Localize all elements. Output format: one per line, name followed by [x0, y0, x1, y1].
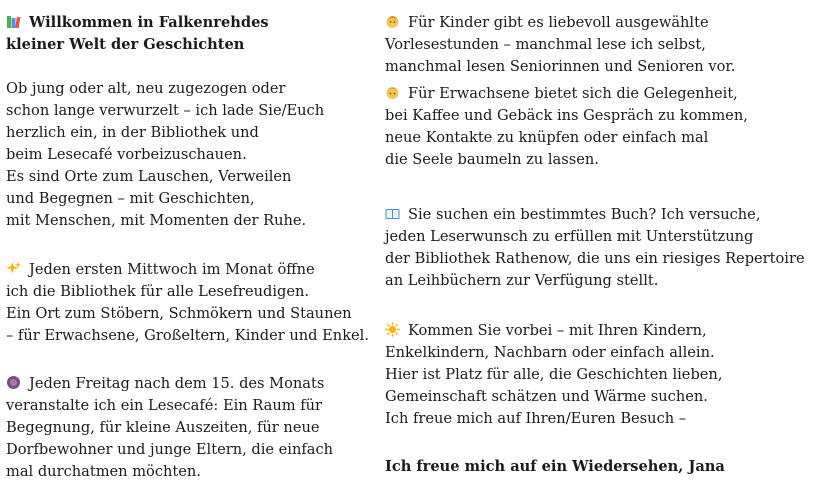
books-line: an Leihbüchern zur Verfügung stellt.	[385, 272, 659, 289]
books-icon	[6, 14, 21, 29]
friday-line: mal durchatmen möchten.	[6, 463, 201, 480]
friday-line: veranstalte ich ein Lesecafé: Ein Raum für	[6, 397, 322, 414]
intro-line: herzlich ein, in der Bibliothek und	[6, 124, 259, 141]
adults-line: bei Kaffee und Gebäck ins Gespräch zu kommen,	[385, 107, 748, 124]
intro-line: schon lange verwurzelt – ich lade Sie/Euch	[6, 102, 325, 119]
intro-line: Es sind Orte zum Lauschen, Verweilen	[6, 168, 292, 185]
sparkles-icon	[6, 261, 21, 276]
adult-face-icon	[385, 85, 400, 100]
intro-line: Ob jung oder alt, neu zugezogen oder	[6, 80, 286, 97]
wednesday-line: ich die Bibliothek für alle Lesefreudigen.	[6, 283, 310, 300]
coffee-icon	[6, 375, 21, 390]
friday-line: Begegnung, für kleine Auszeiten, für neue	[6, 419, 320, 436]
visit-line: Hier ist Platz für alle, die Geschichten lieben,	[385, 366, 723, 383]
visit-line: Gemeinschaft schätzen und Wärme suchen.	[385, 388, 708, 405]
visit-line: Enkelkindern, Nachbarn oder einfach allein.	[385, 344, 715, 361]
friday-line: Dorfbewohner und junge Eltern, die einfach	[6, 441, 334, 458]
books-line: der Bibliothek Rathenow, die uns ein riesiges Repertoire	[385, 250, 805, 267]
books-line: Sie suchen ein bestimmtes Buch? Ich versuche,	[385, 204, 760, 226]
visit-line: Kommen Sie vorbei – mit Ihren Kindern,	[385, 320, 707, 342]
wednesday-line: – für Erwachsene, Großeltern, Kinder und Enkel.	[6, 327, 369, 344]
intro-line: mit Menschen, mit Momenten der Ruhe.	[6, 212, 307, 229]
visit-line: Ich freue mich auf Ihren/Euren Besuch –	[385, 410, 687, 427]
children-line: Vorlesestunden – manchmal lese ich selbst,	[385, 36, 706, 53]
wednesday-line: Ein Ort zum Stöbern, Schmökern und Staunen	[6, 305, 352, 322]
adults-line: die Seele baumeln zu lassen.	[385, 151, 599, 168]
friday-line: Jeden Freitag nach dem 15. des Monats	[6, 373, 324, 395]
children-line: manchmal lesen Seniorinnen und Senioren vor.	[385, 58, 736, 75]
wednesday-line: Jeden ersten Mittwoch im Monat öffne	[6, 259, 315, 281]
intro-line: und Begegnen – mit Geschichten,	[6, 190, 255, 207]
adults-line: neue Kontakte zu knüpfen oder einfach mal	[385, 129, 709, 146]
intro-line: beim Lesecafé vorbeizuschauen.	[6, 146, 247, 163]
sun-icon	[385, 322, 400, 337]
child-face-icon	[385, 14, 400, 29]
welcome-heading-line-1: Willkommen in Falkenrehdes	[6, 12, 269, 34]
welcome-heading-line-2: kleiner Welt der Geschichten	[6, 36, 245, 53]
children-line: Für Kinder gibt es liebevoll ausgewählte	[385, 12, 709, 34]
open-book-icon	[385, 206, 400, 221]
signoff: Ich freue mich auf ein Wiedersehen, Jana	[385, 458, 725, 475]
adults-line: Für Erwachsene bietet sich die Gelegenheit,	[385, 83, 738, 105]
books-line: jeden Leserwunsch zu erfüllen mit Unterstützung	[385, 228, 754, 245]
